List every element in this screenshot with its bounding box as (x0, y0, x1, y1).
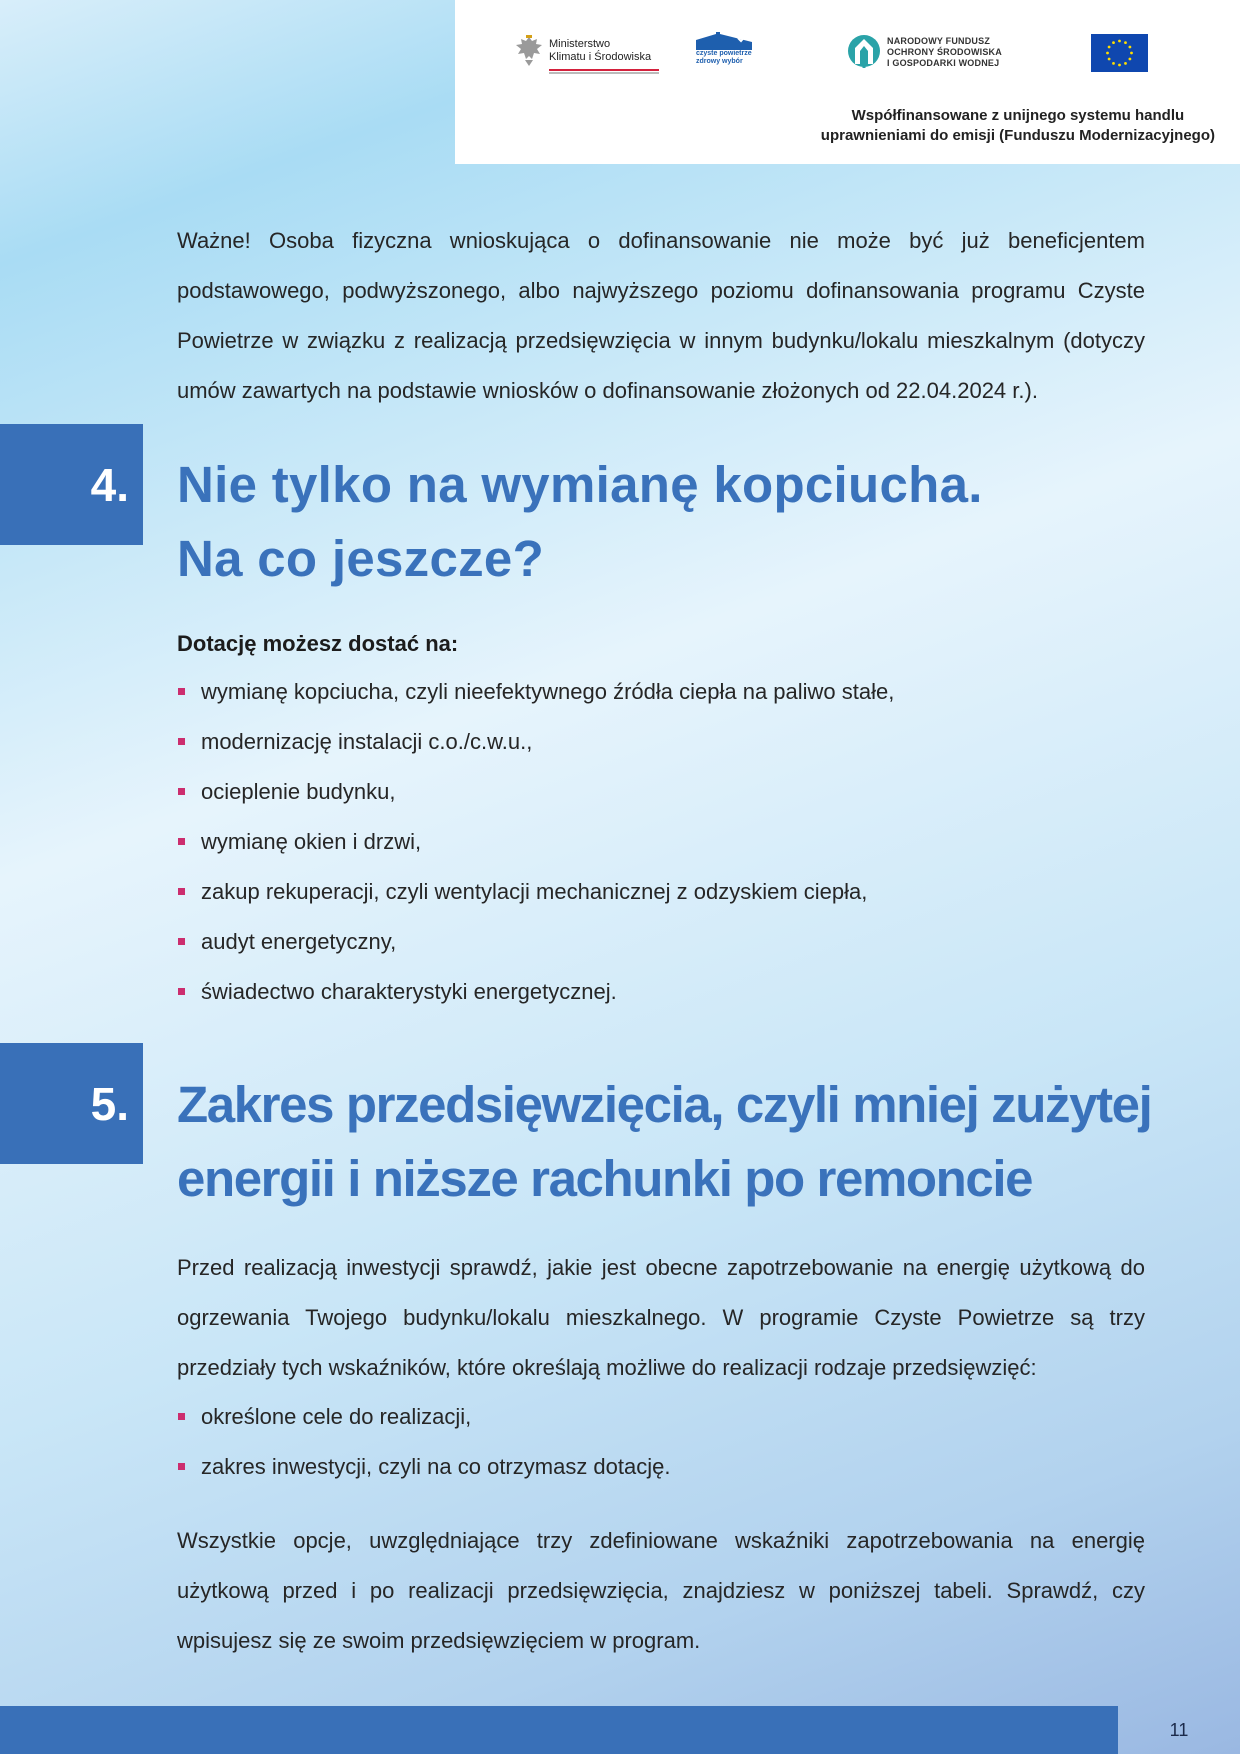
section-5-title (177, 1068, 1177, 1216)
bullet-icon (178, 788, 185, 795)
bullet-icon (178, 1463, 185, 1470)
bullet-icon (178, 738, 185, 745)
bullet-icon (178, 838, 185, 845)
section-4-list (177, 667, 1157, 1017)
czyste-powietrze-logo (696, 32, 752, 68)
intro-paragraph (177, 216, 1145, 416)
bullet-icon (178, 1413, 185, 1420)
section-5-number-box (0, 1043, 143, 1164)
page-number: 11 (1169, 1719, 1189, 1740)
house-icon (696, 32, 752, 50)
intro-text: Ważne! Osoba fizyczna wnioskująca o dofinansowanie nie może być już beneficjentem podstawowego, podwyższonego, albo najwyższego poziomu dofinansowania programu Czyste Powietrze w związku z realizacją przedsięwzięcia w innym budynku/lokalu mieszkalnym (dotyczy umów zawartych na podstawie wniosków o dofinansowanie złożonych od 22.04.2024 r.). (177, 228, 1145, 403)
eagle-icon (513, 34, 545, 68)
cp-line-1: czyste powietrze (696, 50, 752, 57)
logo-strip (455, 30, 1240, 80)
section-5-title-line-1: Zakres przedsięwzięcia, czyli mniej zużytej (177, 1076, 1152, 1133)
list-item: ocieplenie budynku, (177, 767, 1157, 817)
cofinancing-line-2: uprawnieniami do emisji (Funduszu Modernizacyjnego) (820, 127, 1215, 144)
section-5-paragraph-1 (177, 1243, 1145, 1393)
nfos-emblem-icon (847, 34, 881, 70)
bullet-icon (178, 688, 185, 695)
section-4-number-box (0, 424, 143, 545)
list-item: audyt energetyczny, (177, 917, 1157, 967)
footer-bar (0, 1706, 1118, 1754)
nfos-line-3: I GOSPODARKI WODNEJ (887, 57, 1000, 68)
nfos-line-2: OCHRONY ŚRODOWISKA (887, 46, 1002, 57)
cofinancing-note (821, 106, 1215, 146)
bullet-icon (178, 888, 185, 895)
nfos-line-1: NARODOWY FUNDUSZ (887, 35, 991, 46)
eu-flag-icon (1091, 34, 1148, 72)
list-item: określone cele do realizacji, (177, 1392, 1157, 1442)
section-4-number: 4. (90, 458, 129, 511)
section-5-list (177, 1392, 1157, 1492)
section-5-para-1-text: Przed realizacją inwestycji sprawdź, jakie jest obecne zapotrzebowanie na energię użytkową do ogrzewania Twojego budynku/lokalu mieszkalnego. W programie Czyste Powietrze są trzy przedziały tych wskaźników, które określają możliwe do realizacji rodzaje przedsięwzięć: (177, 1255, 1145, 1380)
ministry-line-2: Klimatu i Środowiska (549, 51, 652, 63)
section-4-title (177, 448, 1177, 596)
nfosigw-logo (847, 34, 1002, 70)
eu-flag-logo (1091, 34, 1148, 72)
list-item: wymianę okien i drzwi, (177, 817, 1157, 867)
cp-line-2: zdrowy wybór (696, 58, 743, 65)
ministry-line-1: Ministerstwo (549, 38, 611, 50)
ministry-logo (513, 34, 651, 68)
section-5-paragraph-2 (177, 1516, 1145, 1666)
section-5-para-2-text: Wszystkie opcje, uwzględniające trzy zdefiniowane wskaźniki zapotrzebowania na energię użytkową przed i po realizacji przedsięwzięcia, znajdziesz w poniższej tabeli. Sprawdź, czy wpisujesz się ze swoim przedsięwzięciem w program. (177, 1528, 1145, 1653)
list-item: zakres inwestycji, czyli na co otrzymasz dotację. (177, 1442, 1157, 1492)
section-5-number: 5. (90, 1077, 129, 1130)
bullet-icon (178, 938, 185, 945)
header-box (455, 0, 1240, 164)
cofinancing-line-1: Współfinansowane z unijnego systemu handlu (851, 107, 1185, 124)
section-4-title-line-1: Nie tylko na wymianę kopciucha. (177, 456, 983, 513)
list-item: modernizację instalacji c.o./c.w.u., (177, 717, 1157, 767)
bullet-icon (178, 988, 185, 995)
ministry-flag-lines (549, 68, 659, 74)
section-5-title-line-2: energii i niższe rachunki po remoncie (177, 1150, 1033, 1207)
list-item: wymianę kopciucha, czyli nieefektywnego źródła ciepła na paliwo stałe, (177, 667, 1157, 717)
section-4-subhead: Dotację możesz dostać na: (177, 631, 459, 656)
list-item: zakup rekuperacji, czyli wentylacji mechanicznej z odzyskiem ciepła, (177, 867, 1157, 917)
section-4-title-line-2: Na co jeszcze? (177, 530, 545, 587)
list-item: świadectwo charakterystyki energetycznej. (177, 967, 1157, 1017)
